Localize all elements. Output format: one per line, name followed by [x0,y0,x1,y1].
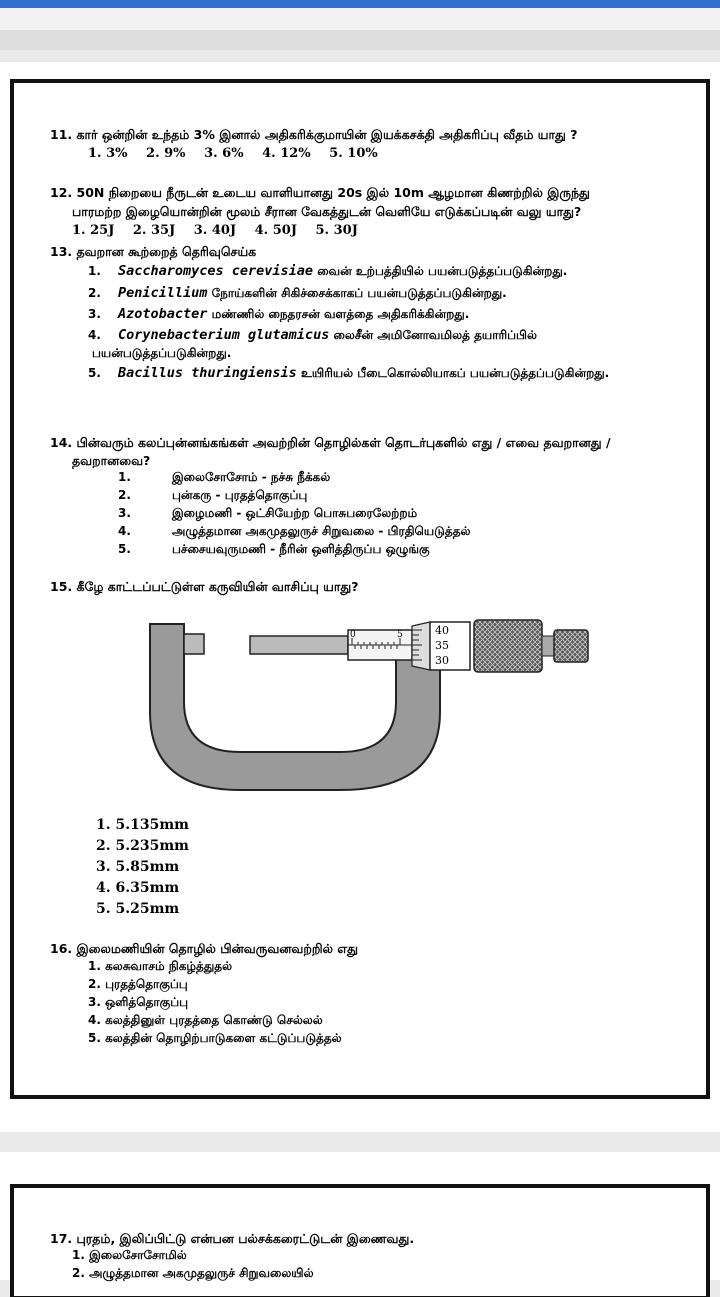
micrometer-diagram [140,612,600,802]
option: 1. 3% [88,146,128,161]
option: 3. 6% [204,146,244,161]
q17-item: 2. அழுத்தமான அகமுதலுருச் சிறுவலையில் [72,1266,314,1280]
question-12-line2: பாரமற்ற இழையொன்றின் மூலம் சீரான வேகத்துடன் வெளியே எடுக்கப்படின் வலு யாது? [72,204,582,219]
q16-item: 4. கலத்தினுள் புரதத்தை கொண்டு செல்லல் [88,1013,323,1027]
top-accent-bar [0,0,720,8]
toolbar-strip [0,8,720,30]
question-13: 13. தவறான கூற்றைத் தெரிவுசெய்க [50,244,257,259]
q14-item: 3. இழைமணி - ஒட்சியேற்ற பொசுபரைலேற்றம் [118,506,418,520]
document-page-2 [0,1152,720,1280]
ratchet [554,630,588,662]
q13-item: 3. Azotobacter மண்ணில் நைதரசன் வளத்தை அதிகரிக்கின்றது. [88,306,470,322]
thimble-label-40: 40 [435,624,449,637]
q13-item: 4. Corynebacterium glutamicus லைசீன் அமினோவமிலத் தயாரிப்பில் [88,327,537,343]
option: 1. 25J [72,223,115,238]
q13-item: 1. Saccharomyces cerevisiae வைன் உற்பத்தியில் பயன்படுத்தப்படுகின்றது. [88,263,568,279]
question-14-line2: தவறானவை? [72,453,151,468]
question-17: 17. புரதம், இலிப்பிட்டு என்பன பல்சக்கரைட்டுடன் இணைவது. [50,1231,415,1246]
q14-item: 4. அழுத்தமான அகமுதலுருச் சிறுவலை - பிரதியெடுத்தல் [118,524,471,538]
sleeve-label-0: 0 [350,630,356,640]
option: 4. 12% [262,146,311,161]
thimble-label-30: 30 [435,654,449,667]
question-12-options [72,223,372,238]
q14-item: 5. பச்சையவுருமணி - நீரின் ஒளித்திருப்ப ஒழுங்கு [118,542,430,556]
q13-item-continued: பயன்படுத்தப்படுகின்றது. [92,346,232,360]
q16-item: 5. கலத்தின் தொழிற்பாடுகளை கட்டுப்படுத்தல் [88,1031,342,1045]
question-16: 16. இலைமணியின் தொழில் பின்வருவனவற்றில் எது [50,941,358,956]
option: 2. 9% [146,146,186,161]
q15-option: 5. 5.25mm [96,901,180,917]
q16-item: 3. ஒளித்தொகுப்பு [88,995,189,1009]
thimble-label-35: 35 [435,639,449,652]
option: 2. 35J [132,223,176,238]
q15-option: 4. 6.35mm [96,880,180,896]
option: 3. 40J [193,223,237,238]
option: 5. 10% [329,146,378,161]
q13-item: 5. Bacillus thuringiensis உயிரியல் பீடைகொல்லியாகப் பயன்படுத்தப்படுகின்றது. [88,365,610,381]
sleeve-label-5: 5 [397,630,403,640]
document-page-1 [0,62,720,1132]
option: 5. 30J [315,223,358,238]
question-15: 15. கீழே காட்டப்பட்டுள்ள கருவியின் வாசிப்பு யாது? [50,579,359,594]
q14-item: 2. புன்கரு - புரதத்தொகுப்பு [118,488,308,502]
spindle [250,636,348,654]
q16-item: 2. புரதத்தொகுப்பு [88,977,188,991]
anvil [184,634,204,654]
q14-item: 1. இலைசோசோம் - நச்சு நீக்கல் [118,470,331,484]
q15-option: 2. 5.235mm [96,838,189,854]
question-12-line1: 12. 50N நிறையை நீருடன் உடைய வாளியானது 20s இல் 10m ஆழமான கிணற்றில் இருந்து [50,185,590,200]
option: 4. 50J [254,223,297,238]
toolbar-strip-lower [0,30,720,50]
q13-item: 2. Penicillium நோய்களின் சிகிச்சைக்காகப் பயன்படுத்தப்படுகின்றது. [88,285,507,301]
q16-item: 1. கலசுவாசம் நிகழ்த்துதல் [88,959,233,973]
q15-option: 3. 5.85mm [96,859,180,875]
q15-option: 1. 5.135mm [96,817,189,833]
question-11-options [88,146,392,161]
question-14-line1: 14. பின்வரும் கலப்புன்னங்கங்கள் அவற்றின் தொழில்கள் தொடர்புகளில் எது / எவை தவறானது / [50,435,611,450]
question-11: 11. கார் ஒன்றின் உந்தம் 3% இனால் அதிகரிக்குமாயின் இயக்கசக்தி அதிகரிப்பு வீதம் யாது ? [50,127,578,142]
thimble-grip [474,620,542,672]
q17-item: 1. இலைசோசோமில் [72,1248,187,1262]
